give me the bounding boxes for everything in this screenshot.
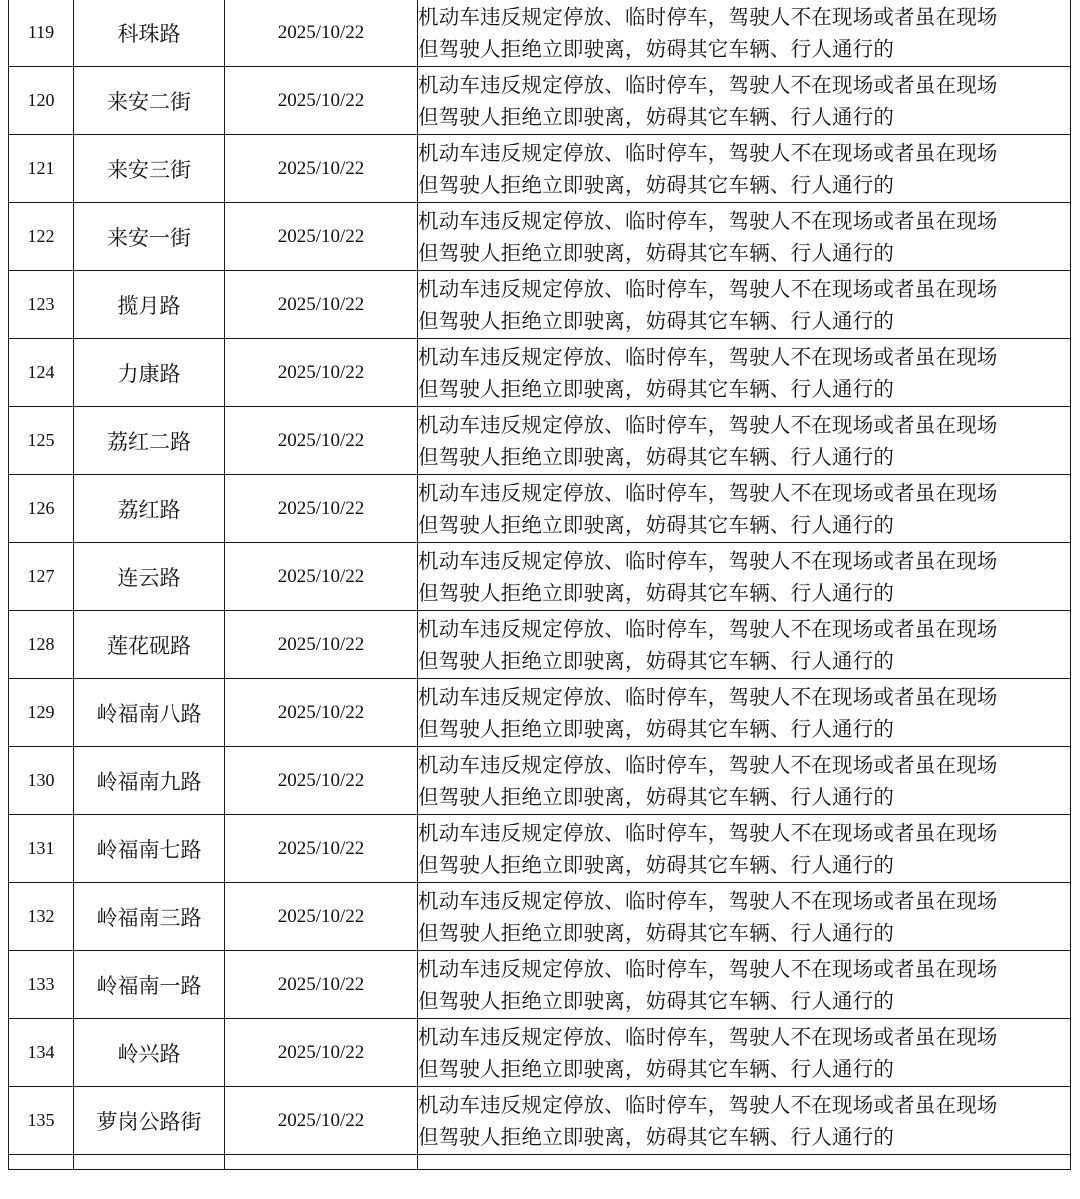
row-number-cell: 130 [9,747,74,815]
violation-description-cell [418,67,1071,135]
empty-cell [418,1155,1071,1170]
row-number-cell: 128 [9,611,74,679]
row-number-cell: 121 [9,135,74,203]
violation-description-cell [418,747,1071,815]
date-cell: 2025/10/22 [225,1087,418,1155]
row-number-cell: 122 [9,203,74,271]
violation-description-cell [418,203,1071,271]
row-number-cell: 126 [9,475,74,543]
violation-description-line-1: 机动车违反规定停放、临时停车，驾驶人不在现场或者虽在现场 [418,1024,998,1049]
violation-description-cell [418,339,1071,407]
date-cell: 2025/10/22 [225,951,418,1019]
violation-description-cell [418,815,1071,883]
violation-description-line-1: 机动车违反规定停放、临时停车，驾驶人不在现场或者虽在现场 [418,412,998,437]
violation-description-line-2: 但驾驶人拒绝立即驶离，妨碍其它车辆、行人通行的 [418,512,895,537]
table-row [9,883,1071,951]
row-number-cell: 127 [9,543,74,611]
violation-description-cell [418,679,1071,747]
violation-description-line-2: 但驾驶人拒绝立即驶离，妨碍其它车辆、行人通行的 [418,648,895,673]
table-row [9,203,1071,271]
row-number-cell: 123 [9,271,74,339]
violation-description-cell [418,271,1071,339]
violation-description-line-2: 但驾驶人拒绝立即驶离，妨碍其它车辆、行人通行的 [418,580,895,605]
violation-description-line-2: 但驾驶人拒绝立即驶离，妨碍其它车辆、行人通行的 [418,784,895,809]
violation-description-line-1: 机动车违反规定停放、临时停车，驾驶人不在现场或者虽在现场 [418,208,998,233]
road-name-cell: 荔红二路 [74,407,225,475]
road-name-cell: 岭福南八路 [74,679,225,747]
row-number-cell: 133 [9,951,74,1019]
row-number-cell: 119 [9,0,74,67]
violation-description-line-1: 机动车违反规定停放、临时停车，驾驶人不在现场或者虽在现场 [418,820,998,845]
row-number-cell: 135 [9,1087,74,1155]
violation-description-cell [418,951,1071,1019]
row-number-cell: 131 [9,815,74,883]
violation-description-cell [418,543,1071,611]
date-cell: 2025/10/22 [225,407,418,475]
violation-description-line-2: 但驾驶人拒绝立即驶离，妨碍其它车辆、行人通行的 [418,1124,895,1149]
table-row [9,611,1071,679]
table-row [9,475,1071,543]
road-name-cell: 连云路 [74,543,225,611]
date-cell: 2025/10/22 [225,67,418,135]
violation-description-line-1: 机动车违反规定停放、临时停车，驾驶人不在现场或者虽在现场 [418,684,998,709]
violation-description-line-2: 但驾驶人拒绝立即驶离，妨碍其它车辆、行人通行的 [418,1056,895,1081]
table-row [9,135,1071,203]
violation-description-cell [418,475,1071,543]
date-cell: 2025/10/22 [225,203,418,271]
violation-description-line-1: 机动车违反规定停放、临时停车，驾驶人不在现场或者虽在现场 [418,548,998,573]
violation-description-cell [418,1019,1071,1087]
road-name-cell: 岭福南九路 [74,747,225,815]
violation-description-line-2: 但驾驶人拒绝立即驶离，妨碍其它车辆、行人通行的 [418,920,895,945]
violation-description-line-1: 机动车违反规定停放、临时停车，驾驶人不在现场或者虽在现场 [418,1092,998,1117]
empty-cell [74,1155,225,1170]
date-cell: 2025/10/22 [225,1019,418,1087]
row-number-cell: 134 [9,1019,74,1087]
road-name-cell: 萝岗公路街 [74,1087,225,1155]
violation-description-cell [418,611,1071,679]
road-name-cell: 荔红路 [74,475,225,543]
table-row [9,951,1071,1019]
table-row [9,679,1071,747]
violation-description-cell [418,407,1071,475]
violation-description-line-2: 但驾驶人拒绝立即驶离，妨碍其它车辆、行人通行的 [418,36,895,61]
road-name-cell: 岭福南一路 [74,951,225,1019]
table-body [9,0,1071,1170]
date-cell: 2025/10/22 [225,0,418,67]
table-row-partial [9,1155,1071,1170]
empty-cell [225,1155,418,1170]
violation-description-line-2: 但驾驶人拒绝立即驶离，妨碍其它车辆、行人通行的 [418,988,895,1013]
violation-description-line-1: 机动车违反规定停放、临时停车，驾驶人不在现场或者虽在现场 [418,752,998,777]
violation-description-cell [418,0,1071,67]
table-row [9,407,1071,475]
road-name-cell: 揽月路 [74,271,225,339]
violation-description-line-1: 机动车违反规定停放、临时停车，驾驶人不在现场或者虽在现场 [418,72,998,97]
violation-description-line-2: 但驾驶人拒绝立即驶离，妨碍其它车辆、行人通行的 [418,716,895,741]
violation-description-line-1: 机动车违反规定停放、临时停车，驾驶人不在现场或者虽在现场 [418,956,998,981]
table-row [9,0,1071,67]
table-row [9,543,1071,611]
table-row [9,747,1071,815]
road-name-cell: 岭兴路 [74,1019,225,1087]
empty-cell [9,1155,74,1170]
date-cell: 2025/10/22 [225,747,418,815]
date-cell: 2025/10/22 [225,883,418,951]
road-name-cell: 来安二街 [74,67,225,135]
table-row [9,1087,1071,1155]
row-number-cell: 124 [9,339,74,407]
row-number-cell: 120 [9,67,74,135]
violation-description-line-1: 机动车违反规定停放、临时停车，驾驶人不在现场或者虽在现场 [418,616,998,641]
table-row [9,1019,1071,1087]
road-name-cell: 岭福南七路 [74,815,225,883]
table-row [9,67,1071,135]
violation-description-line-1: 机动车违反规定停放、临时停车，驾驶人不在现场或者虽在现场 [418,888,998,913]
violation-description-line-1: 机动车违反规定停放、临时停车，驾驶人不在现场或者虽在现场 [418,480,998,505]
violation-description-line-2: 但驾驶人拒绝立即驶离，妨碍其它车辆、行人通行的 [418,104,895,129]
date-cell: 2025/10/22 [225,271,418,339]
date-cell: 2025/10/22 [225,815,418,883]
violation-description-line-2: 但驾驶人拒绝立即驶离，妨碍其它车辆、行人通行的 [418,308,895,333]
violation-description-line-1: 机动车违反规定停放、临时停车，驾驶人不在现场或者虽在现场 [418,276,998,301]
violation-description-line-2: 但驾驶人拒绝立即驶离，妨碍其它车辆、行人通行的 [418,240,895,265]
violation-table [8,0,1071,1170]
violation-description-line-1: 机动车违反规定停放、临时停车，驾驶人不在现场或者虽在现场 [418,344,998,369]
table-row [9,339,1071,407]
violation-description-line-1: 机动车违反规定停放、临时停车，驾驶人不在现场或者虽在现场 [418,4,998,29]
date-cell: 2025/10/22 [225,543,418,611]
road-name-cell: 科珠路 [74,0,225,67]
violation-description-line-2: 但驾驶人拒绝立即驶离，妨碍其它车辆、行人通行的 [418,376,895,401]
violation-description-cell [418,135,1071,203]
violation-description-cell [418,883,1071,951]
row-number-cell: 125 [9,407,74,475]
violation-description-cell [418,1087,1071,1155]
violation-description-line-2: 但驾驶人拒绝立即驶离，妨碍其它车辆、行人通行的 [418,172,895,197]
date-cell: 2025/10/22 [225,679,418,747]
road-name-cell: 来安一街 [74,203,225,271]
road-name-cell: 莲花砚路 [74,611,225,679]
road-name-cell: 来安三街 [74,135,225,203]
date-cell: 2025/10/22 [225,611,418,679]
road-name-cell: 岭福南三路 [74,883,225,951]
road-name-cell: 力康路 [74,339,225,407]
row-number-cell: 132 [9,883,74,951]
violation-description-line-1: 机动车违反规定停放、临时停车，驾驶人不在现场或者虽在现场 [418,140,998,165]
table-row [9,271,1071,339]
date-cell: 2025/10/22 [225,475,418,543]
table-row [9,815,1071,883]
violation-description-line-2: 但驾驶人拒绝立即驶离，妨碍其它车辆、行人通行的 [418,444,895,469]
date-cell: 2025/10/22 [225,339,418,407]
violation-description-line-2: 但驾驶人拒绝立即驶离，妨碍其它车辆、行人通行的 [418,852,895,877]
date-cell: 2025/10/22 [225,135,418,203]
row-number-cell: 129 [9,679,74,747]
